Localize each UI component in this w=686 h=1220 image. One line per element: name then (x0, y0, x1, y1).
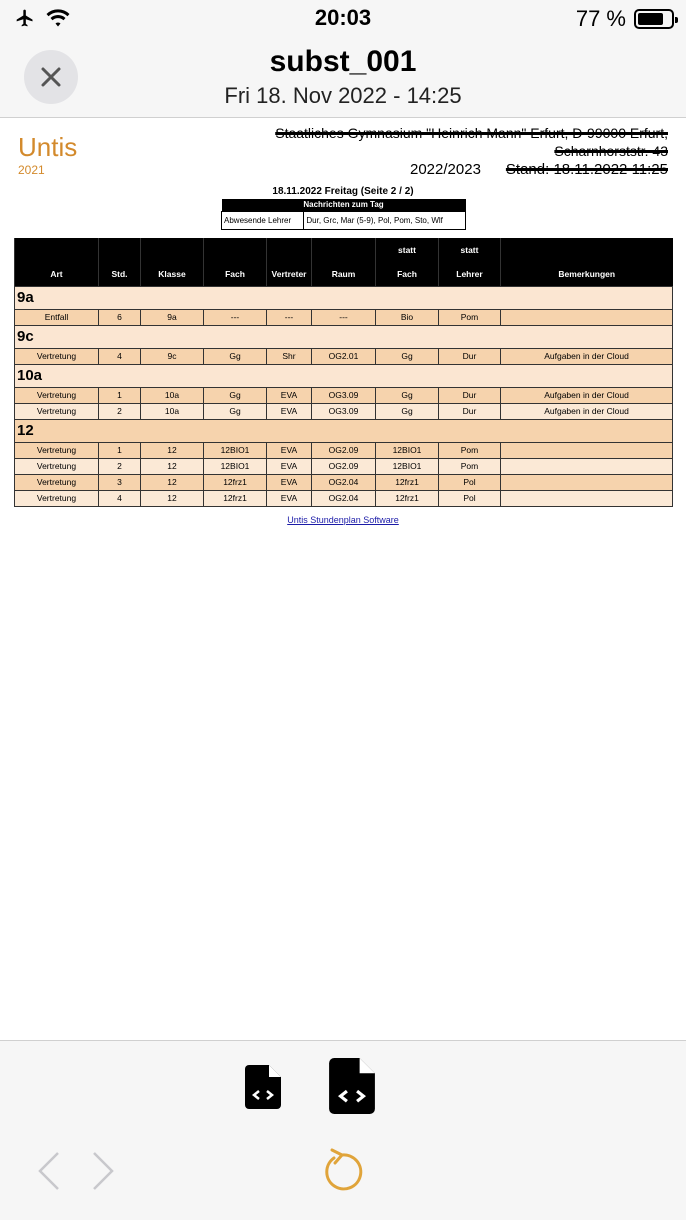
news-header: Nachrichten zum Tag (222, 199, 466, 211)
table-cell: Pom (439, 442, 501, 458)
table-cell: Bio (376, 309, 439, 325)
table-cell: 12BIO1 (204, 458, 267, 474)
status-right (576, 6, 674, 32)
table-cell: 6 (99, 309, 141, 325)
table-cell: 12BIO1 (204, 442, 267, 458)
nav-header (0, 36, 686, 118)
column-top-header (15, 238, 99, 262)
group-label: 9c (15, 325, 673, 348)
status-time: 20:03 (314, 5, 372, 30)
table-cell: Gg (376, 348, 439, 364)
table-cell: Gg (376, 403, 439, 419)
column-header: Lehrer (439, 262, 501, 286)
table-cell: 12frz1 (204, 474, 267, 490)
table-cell: 12BIO1 (376, 458, 439, 474)
status-bar (0, 0, 686, 36)
untis-software-link[interactable]: Untis Stundenplan Software (287, 515, 399, 525)
column-header: Fach (204, 262, 267, 286)
column-header: Art (15, 262, 99, 286)
document-title: subst_001 (269, 45, 417, 78)
table-row (15, 309, 673, 325)
table-cell: 10a (141, 403, 204, 419)
untis-logo: Untis (18, 132, 78, 162)
table-cell (501, 442, 673, 458)
table-cell: OG2.09 (312, 442, 376, 458)
column-header: Fach (376, 262, 439, 286)
table-cell: --- (312, 309, 376, 325)
column-header: Klasse (141, 262, 204, 286)
table-cell: Entfall (15, 309, 99, 325)
table-cell: Gg (376, 387, 439, 403)
school-street: Scharnhorststr. 43 (554, 143, 668, 159)
table-cell: 1 (99, 442, 141, 458)
table-row (15, 403, 673, 419)
group-label: 12 (15, 419, 673, 442)
table-row (15, 387, 673, 403)
group-row (15, 364, 673, 387)
table-cell: OG2.09 (312, 458, 376, 474)
news-table (221, 199, 466, 230)
table-cell: Aufgaben in der Cloud (501, 387, 673, 403)
stand-date: Stand: 18.11.2022 11:25 (505, 161, 668, 178)
table-cell: Vertretung (15, 474, 99, 490)
battery-icon (634, 9, 674, 29)
table-cell: 10a (141, 387, 204, 403)
table-cell: Gg (204, 348, 267, 364)
table-cell: EVA (267, 442, 312, 458)
table-cell (501, 490, 673, 506)
table-cell: Vertretung (15, 442, 99, 458)
column-header: Vertreter (267, 262, 312, 286)
table-cell: Dur (439, 387, 501, 403)
column-top-header (99, 238, 141, 262)
column-header: Raum (312, 262, 376, 286)
table-cell (501, 474, 673, 490)
table-row (15, 458, 673, 474)
table-row (15, 490, 673, 506)
group-row (15, 419, 673, 442)
table-cell: 4 (99, 490, 141, 506)
table-cell: OG2.04 (312, 474, 376, 490)
table-cell: Pol (439, 490, 501, 506)
substitution-table (14, 238, 673, 507)
table-cell: 12BIO1 (376, 442, 439, 458)
column-top-header (501, 238, 673, 262)
table-cell: OG2.04 (312, 490, 376, 506)
table-cell: Dur (439, 403, 501, 419)
table-cell: 12frz1 (376, 474, 439, 490)
table-cell: Dur (439, 348, 501, 364)
table-row (15, 474, 673, 490)
table-cell: OG2.01 (312, 348, 376, 364)
group-row (15, 286, 673, 309)
table-cell: Vertretung (15, 348, 99, 364)
battery-level (638, 13, 663, 25)
column-header: Std. (99, 262, 141, 286)
table-cell: 12 (141, 458, 204, 474)
table-cell: 12 (141, 490, 204, 506)
table-cell: EVA (267, 387, 312, 403)
group-label: 10a (15, 364, 673, 387)
column-top-header (141, 238, 204, 262)
table-cell: Shr (267, 348, 312, 364)
column-top-header (267, 238, 312, 262)
document-subtitle: Fri 18. Nov 2022 - 14:25 (224, 83, 462, 108)
table-cell: 12 (141, 442, 204, 458)
column-header: Bemerkungen (501, 262, 673, 286)
table-row (15, 442, 673, 458)
table-cell: --- (204, 309, 267, 325)
school-year: 2022/2023 (410, 161, 481, 178)
table-cell: Vertretung (15, 387, 99, 403)
table-cell: Vertretung (15, 458, 99, 474)
column-top-header: statt (376, 238, 439, 262)
table-cell: 12frz1 (376, 490, 439, 506)
table-cell: Vertretung (15, 403, 99, 419)
news-value: Dur, Grc, Mar (5-9), Pol, Pom, Sto, Wlf (304, 211, 466, 229)
battery-percentage: 77 % (575, 6, 626, 31)
untis-year: 2021 (18, 163, 45, 177)
table-row (15, 348, 673, 364)
file-code-large-icon[interactable] (329, 1058, 375, 1119)
bottom-toolbar (0, 1040, 686, 1220)
table-cell: 3 (99, 474, 141, 490)
reload-icon[interactable] (318, 1148, 366, 1201)
table-cell: OG3.09 (312, 403, 376, 419)
table-cell: 2 (99, 458, 141, 474)
file-code-icon[interactable] (245, 1065, 281, 1114)
back-icon[interactable] (36, 1151, 62, 1196)
table-cell: EVA (267, 490, 312, 506)
table-cell (501, 458, 673, 474)
table-cell: 9c (141, 348, 204, 364)
table-cell: --- (267, 309, 312, 325)
table-cell: Vertretung (15, 490, 99, 506)
table-cell: Gg (204, 387, 267, 403)
table-cell: 1 (99, 387, 141, 403)
school-name: Staatliches Gymnasium "Heinrich Mann" Erfurt, D-99000 Erfurt, (275, 125, 668, 141)
table-cell: 2 (99, 403, 141, 419)
table-cell: EVA (267, 458, 312, 474)
table-cell (501, 309, 673, 325)
table-cell: Aufgaben in der Cloud (501, 403, 673, 419)
table-cell: EVA (267, 403, 312, 419)
document-view[interactable] (0, 119, 686, 1039)
date-heading: 18.11.2022 Freitag (Seite 2 / 2) (272, 186, 414, 197)
column-top-header: statt (439, 238, 501, 262)
table-cell: 9a (141, 309, 204, 325)
column-top-header (312, 238, 376, 262)
table-cell: 12frz1 (204, 490, 267, 506)
table-cell: 4 (99, 348, 141, 364)
table-cell: Pom (439, 458, 501, 474)
table-cell: Gg (204, 403, 267, 419)
forward-icon[interactable] (90, 1151, 116, 1196)
column-top-header (204, 238, 267, 262)
table-cell: OG3.09 (312, 387, 376, 403)
group-row (15, 325, 673, 348)
news-label: Abwesende Lehrer (222, 211, 304, 229)
group-label: 9a (15, 286, 673, 309)
table-cell: Pol (439, 474, 501, 490)
table-cell: Aufgaben in der Cloud (501, 348, 673, 364)
table-cell: Pom (439, 309, 501, 325)
table-cell: EVA (267, 474, 312, 490)
table-cell: 12 (141, 474, 204, 490)
